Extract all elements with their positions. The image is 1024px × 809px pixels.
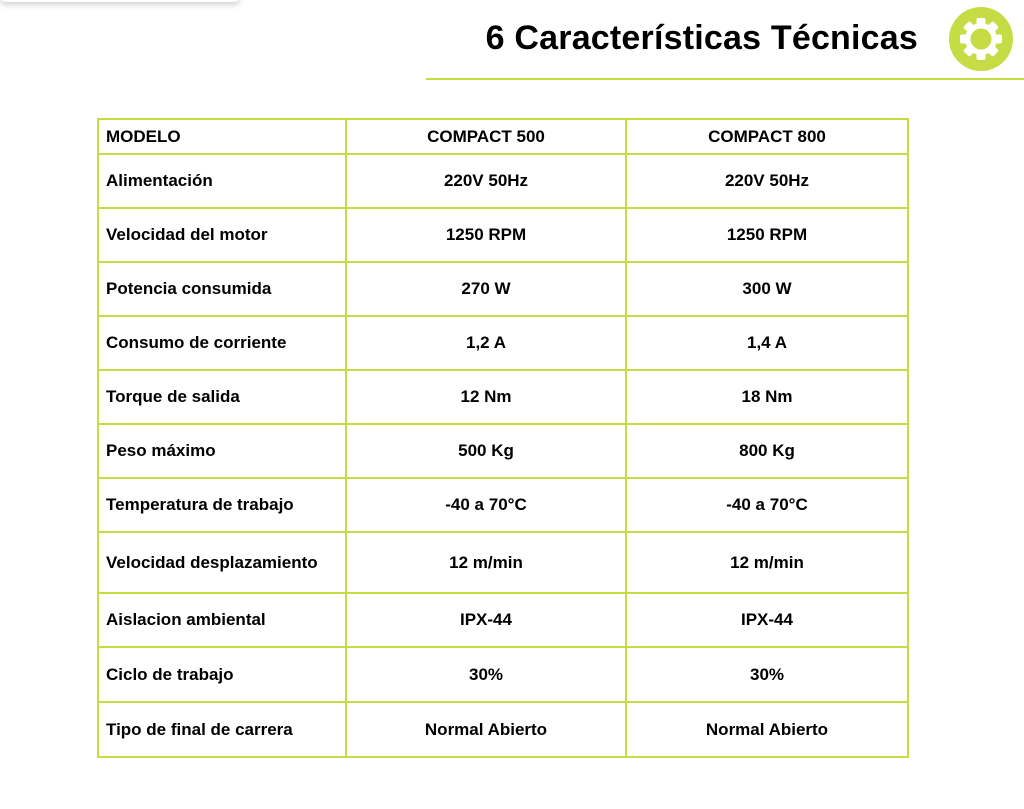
cell-value: 220V 50Hz — [346, 154, 626, 208]
cell-value: 1250 RPM — [346, 208, 626, 262]
cell-value: 1,2 A — [346, 316, 626, 370]
table-row — [98, 593, 908, 647]
cell-value: 800 Kg — [626, 424, 908, 478]
cell-value: Normal Abierto — [626, 702, 908, 757]
header-model-compact-800: COMPACT 800 — [626, 119, 908, 154]
cell-value: -40 a 70°C — [346, 478, 626, 532]
header-label: MODELO — [98, 119, 346, 154]
cell-value: 300 W — [626, 262, 908, 316]
row-label: Velocidad del motor — [98, 208, 346, 262]
row-label: Torque de salida — [98, 370, 346, 424]
row-label: Tipo de final de carrera — [98, 702, 346, 757]
spec-table — [97, 118, 909, 758]
cell-value: 12 m/min — [626, 532, 908, 593]
table-row — [98, 370, 908, 424]
cell-value: 30% — [346, 647, 626, 702]
table-row — [98, 208, 908, 262]
title-divider — [426, 78, 1024, 80]
table-row — [98, 154, 908, 208]
cell-value: 220V 50Hz — [626, 154, 908, 208]
table-row — [98, 424, 908, 478]
row-label: Ciclo de trabajo — [98, 647, 346, 702]
gear-icon — [949, 7, 1013, 71]
table-row — [98, 647, 908, 702]
cell-value: 30% — [626, 647, 908, 702]
row-label: Potencia consumida — [98, 262, 346, 316]
row-label: Temperatura de trabajo — [98, 478, 346, 532]
table-row — [98, 316, 908, 370]
cell-value: 18 Nm — [626, 370, 908, 424]
row-label: Aislacion ambiental — [98, 593, 346, 647]
page-title: 6 Características Técnicas — [485, 19, 918, 57]
cell-value: 1250 RPM — [626, 208, 908, 262]
cell-value: IPX-44 — [346, 593, 626, 647]
table-row — [98, 702, 908, 757]
cell-value: -40 a 70°C — [626, 478, 908, 532]
table-row — [98, 262, 908, 316]
table-row — [98, 532, 908, 593]
row-label: Peso máximo — [98, 424, 346, 478]
cell-value: IPX-44 — [626, 593, 908, 647]
cell-value: 270 W — [346, 262, 626, 316]
cell-value: 1,4 A — [626, 316, 908, 370]
top-edge-shadow — [0, 0, 240, 2]
cell-value: 12 Nm — [346, 370, 626, 424]
cell-value: Normal Abierto — [346, 702, 626, 757]
row-label: Velocidad desplazamiento — [98, 532, 346, 593]
row-label: Consumo de corriente — [98, 316, 346, 370]
table-row — [98, 478, 908, 532]
header-model-compact-500: COMPACT 500 — [346, 119, 626, 154]
table-header-row — [98, 119, 908, 154]
row-label: Alimentación — [98, 154, 346, 208]
cell-value: 12 m/min — [346, 532, 626, 593]
cell-value: 500 Kg — [346, 424, 626, 478]
